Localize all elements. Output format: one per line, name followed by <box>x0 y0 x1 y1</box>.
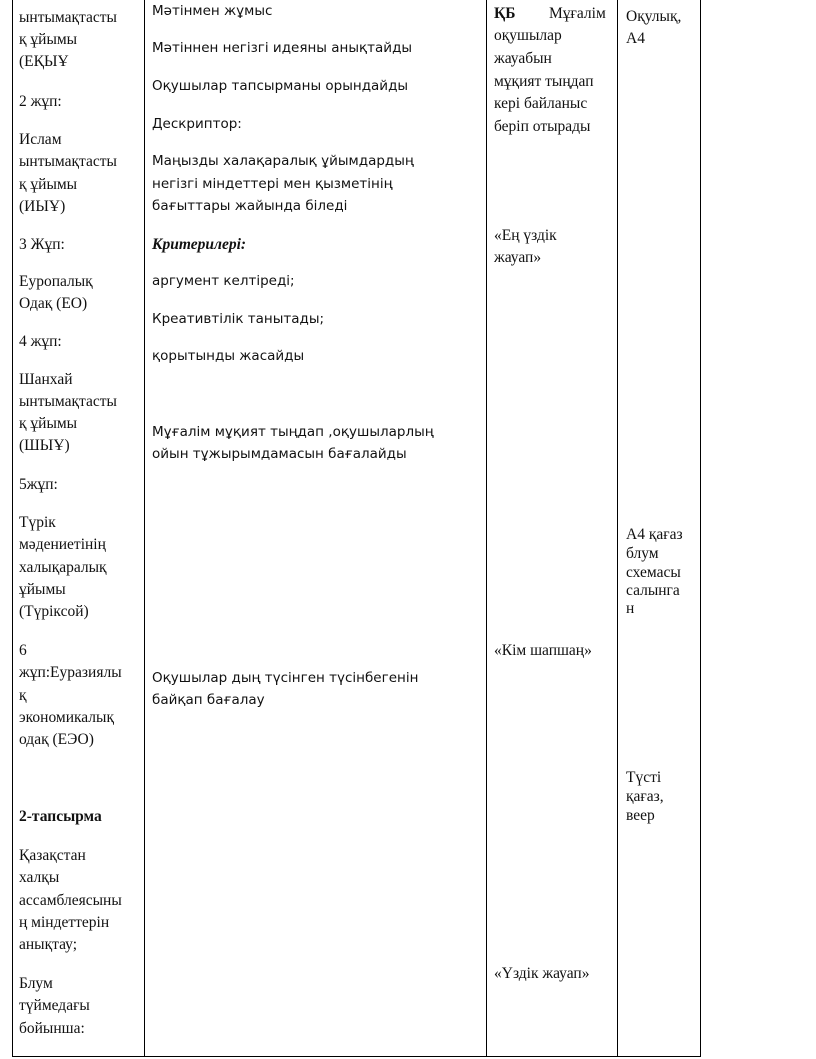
task-line: ассамблеясыны <box>19 892 122 909</box>
topic-line: (Түріксой) <box>19 603 89 620</box>
method-line: жауап» <box>494 249 542 266</box>
topic-line: ұйымы <box>19 581 66 598</box>
topic-line: қ <box>19 687 27 704</box>
topic-line: экономикалық <box>19 709 114 726</box>
feedback-line: жауабын <box>494 50 552 67</box>
descriptor-heading: Дескриптор: <box>152 116 242 132</box>
method-line: «Үздік жауап» <box>494 965 590 982</box>
method-line: «Ең үздік <box>494 227 557 244</box>
topic-line: Ислам <box>19 131 62 148</box>
topic-line: (ШЫҰ) <box>19 437 70 454</box>
topic-line: одақ (ЕЭО) <box>19 731 94 748</box>
topic-line: мәдениетінің <box>19 536 106 553</box>
resource-line: А4 <box>626 30 645 47</box>
topic-line: (ИЫҰ) <box>19 198 66 215</box>
table-divider-col2 <box>486 0 487 1057</box>
topic-line: (ЕҚЫҰ <box>19 53 69 70</box>
table-divider-col3 <box>617 0 618 1057</box>
resource-line: А4 қағаз <box>626 526 683 543</box>
feedback-line: Мұғалім <box>549 5 606 22</box>
assessment-line: ойын тұжырымдамасын бағалайды <box>152 446 407 462</box>
task-line: Блум <box>19 975 53 992</box>
resource-line: Түсті <box>626 769 662 786</box>
table-border-left <box>12 0 13 1057</box>
topic-line: жұп:Еуразиялы <box>19 664 122 681</box>
feedback-line: оқушылар <box>494 27 562 44</box>
table-border-right <box>700 0 701 1057</box>
topic-line: қ ұйымы <box>19 31 78 48</box>
pair-label: 4 жұп: <box>19 333 62 350</box>
topic-line: Еуропалық <box>19 273 93 290</box>
kb-label: ҚБ <box>494 5 516 22</box>
topic-line: қ ұйымы <box>19 176 78 193</box>
assessment-line: Мұғалім мұқият тыңдап ,оқушыларлың <box>152 424 434 440</box>
activity-line: Мәтінмен жұмыс <box>152 3 273 19</box>
resource-line: салынга <box>626 582 680 599</box>
topic-line: қ ұйымы <box>19 415 78 432</box>
resource-line: қағаз, <box>626 788 664 805</box>
method-line: «Кім шапшаң» <box>494 642 592 659</box>
resource-line: Оқулық, <box>626 8 682 25</box>
activity-line: Оқушылар тапсырманы орындайды <box>152 78 409 94</box>
pair-label: 3 Жұп: <box>19 236 65 253</box>
assessment-line: байқап бағалау <box>152 692 265 708</box>
criteria-line: аргумент келтіреді; <box>152 273 295 289</box>
topic-line: халықаралық <box>19 559 107 576</box>
assessment-line: Оқушылар дың түсінген түсінбегенін <box>152 670 419 686</box>
topic-line: ынтымақтасты <box>19 393 117 410</box>
feedback-line: мұқият тыңдап <box>494 73 594 90</box>
resource-line: схемасы <box>626 564 681 581</box>
pair-label: 2 жұп: <box>19 93 62 110</box>
task-line: Қазақстан <box>19 847 86 864</box>
task-heading: 2-тапсырма <box>19 808 102 825</box>
task-line: халқы <box>19 869 60 886</box>
task-line: анықтау; <box>19 936 78 953</box>
resource-line: блум <box>626 545 659 562</box>
resource-line: н <box>626 600 635 617</box>
resource-line: веер <box>626 807 655 824</box>
topic-line: Одақ (ЕО) <box>19 295 88 312</box>
pair-label: 5жұп: <box>19 476 58 493</box>
descriptor-line: негізгі міндеттері мен қызметінің <box>152 176 393 192</box>
descriptor-line: бағыттары жайында біледі <box>152 198 348 214</box>
task-line: түймедағы <box>19 997 90 1014</box>
feedback-line: кері байланыс <box>494 95 588 112</box>
pair-label: 6 <box>19 642 27 659</box>
topic-line: ынтымақтасты <box>19 153 117 170</box>
topic-line: Шанхай <box>19 371 73 388</box>
topic-line: ынтымақтасты <box>19 9 117 26</box>
task-line: ң міндеттерін <box>19 914 110 931</box>
criteria-heading: Критерилері: <box>152 236 247 253</box>
table-divider-col1 <box>144 0 145 1057</box>
criteria-line: қорытынды жасайды <box>152 348 305 364</box>
topic-line: Түрік <box>19 514 56 531</box>
feedback-line: беріп отырады <box>494 118 591 135</box>
table-border-bottom <box>12 1056 701 1057</box>
activity-line: Мәтіннен негізгі идеяны анықтайды <box>152 40 413 56</box>
criteria-line: Креативтілік танытады; <box>152 311 325 327</box>
task-line: бойынша: <box>19 1020 85 1037</box>
descriptor-line: Маңызды халақаралық ұйымдардың <box>152 153 414 169</box>
